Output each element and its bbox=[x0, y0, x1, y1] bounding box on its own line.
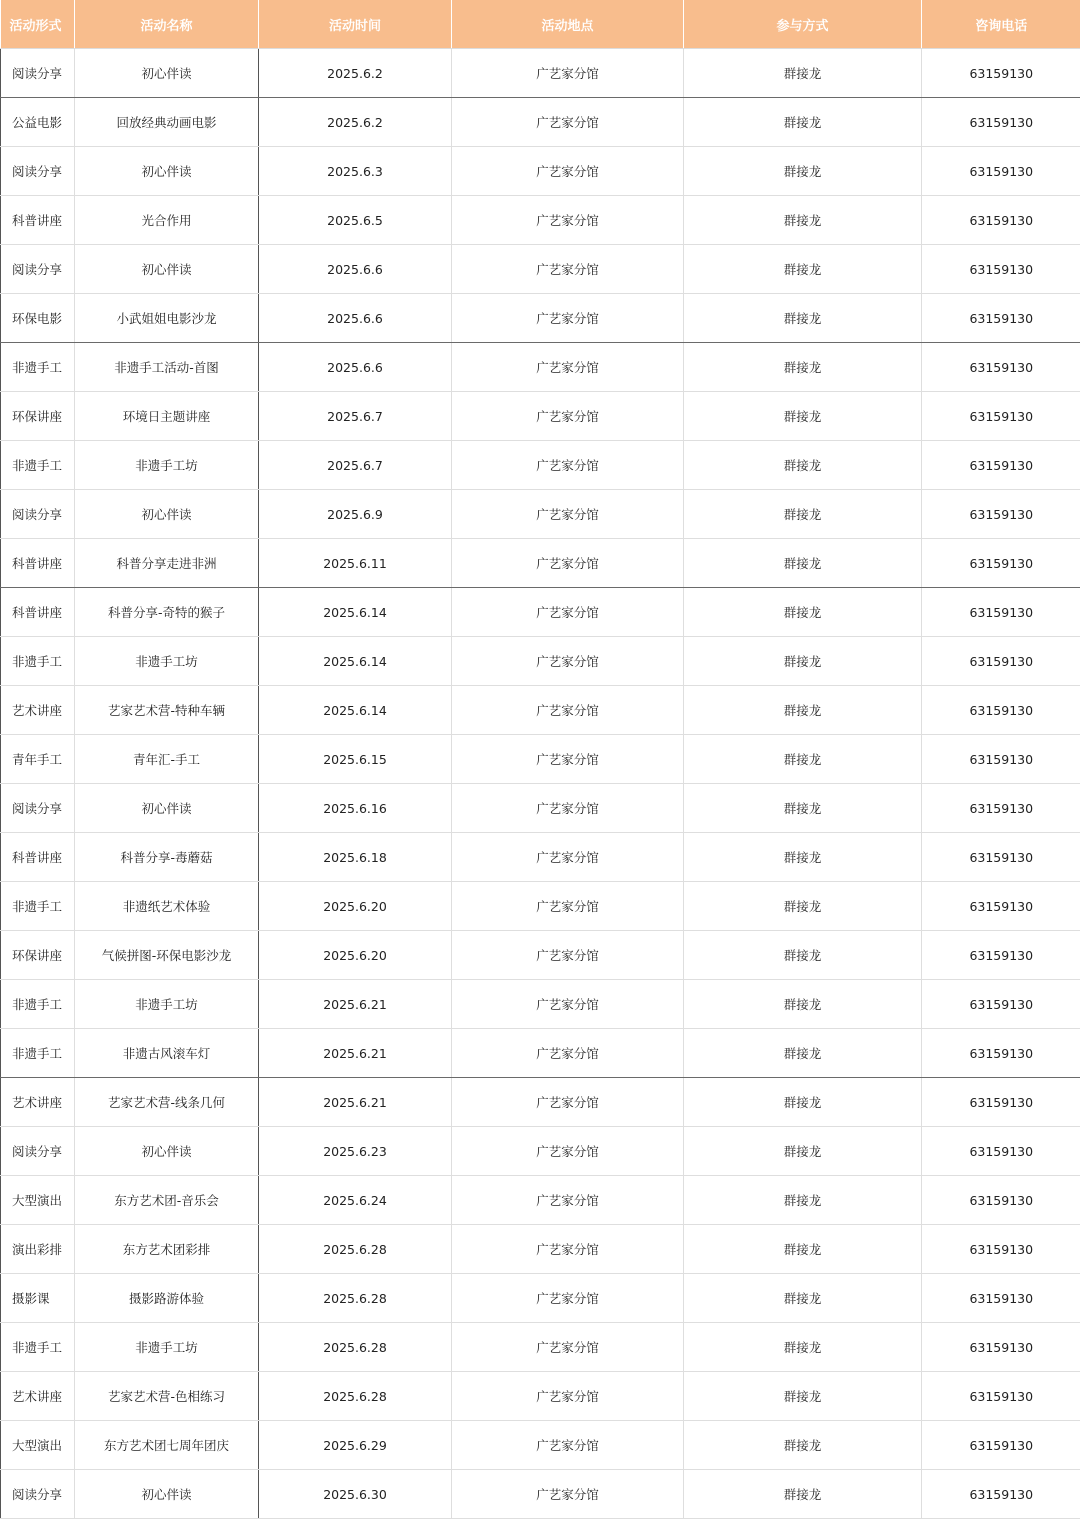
table-row bbox=[1, 637, 1080, 686]
cell-activity-time: 2025.6.14 bbox=[259, 686, 452, 735]
table-row bbox=[1, 343, 1080, 392]
cell-activity-name: 初心伴读 bbox=[75, 490, 259, 539]
cell-activity-venue: 广艺家分馆 bbox=[452, 196, 684, 245]
cell-contact-phone: 63159130 bbox=[922, 980, 1080, 1029]
cell-activity-name: 初心伴读 bbox=[75, 147, 259, 196]
cell-activity-type: 公益电影 bbox=[1, 98, 75, 147]
cell-activity-venue: 广艺家分馆 bbox=[452, 539, 684, 588]
cell-activity-name: 东方艺术团七周年团庆 bbox=[75, 1421, 259, 1470]
cell-activity-time: 2025.6.23 bbox=[259, 1127, 452, 1176]
table-header bbox=[1, 0, 1080, 49]
cell-activity-name: 初心伴读 bbox=[75, 1127, 259, 1176]
cell-activity-venue: 广艺家分馆 bbox=[452, 784, 684, 833]
cell-activity-name: 初心伴读 bbox=[75, 49, 259, 98]
cell-activity-time: 2025.6.6 bbox=[259, 245, 452, 294]
cell-activity-name: 回放经典动画电影 bbox=[75, 98, 259, 147]
cell-activity-name: 艺家艺术营-线条几何 bbox=[75, 1078, 259, 1127]
cell-activity-type: 环保讲座 bbox=[1, 931, 75, 980]
cell-activity-name: 初心伴读 bbox=[75, 1470, 259, 1519]
header-activity-venue: 活动地点 bbox=[452, 0, 684, 49]
cell-activity-type: 非遗手工 bbox=[1, 980, 75, 1029]
cell-participation-method: 群接龙 bbox=[684, 490, 922, 539]
cell-participation-method: 群接龙 bbox=[684, 1470, 922, 1519]
table-row bbox=[1, 931, 1080, 980]
cell-activity-name: 非遗古风滚车灯 bbox=[75, 1029, 259, 1078]
cell-activity-name: 非遗手工坊 bbox=[75, 980, 259, 1029]
header-activity-name: 活动名称 bbox=[75, 0, 259, 49]
cell-activity-name: 非遗手工坊 bbox=[75, 441, 259, 490]
table-row bbox=[1, 686, 1080, 735]
cell-contact-phone: 63159130 bbox=[922, 1470, 1080, 1519]
cell-contact-phone: 63159130 bbox=[922, 931, 1080, 980]
cell-activity-venue: 广艺家分馆 bbox=[452, 490, 684, 539]
cell-activity-type: 科普讲座 bbox=[1, 588, 75, 637]
cell-participation-method: 群接龙 bbox=[684, 1127, 922, 1176]
cell-activity-name: 东方艺术团-音乐会 bbox=[75, 1176, 259, 1225]
cell-activity-time: 2025.6.11 bbox=[259, 539, 452, 588]
cell-participation-method: 群接龙 bbox=[684, 1323, 922, 1372]
cell-participation-method: 群接龙 bbox=[684, 1176, 922, 1225]
cell-contact-phone: 63159130 bbox=[922, 1372, 1080, 1421]
table-row bbox=[1, 1323, 1080, 1372]
cell-activity-venue: 广艺家分馆 bbox=[452, 1470, 684, 1519]
cell-activity-time: 2025.6.20 bbox=[259, 882, 452, 931]
cell-activity-type: 艺术讲座 bbox=[1, 1372, 75, 1421]
cell-contact-phone: 63159130 bbox=[922, 1421, 1080, 1470]
cell-participation-method: 群接龙 bbox=[684, 147, 922, 196]
header-activity-time: 活动时间 bbox=[259, 0, 452, 49]
cell-contact-phone: 63159130 bbox=[922, 539, 1080, 588]
cell-activity-type: 大型演出 bbox=[1, 1176, 75, 1225]
table-row bbox=[1, 49, 1080, 98]
cell-contact-phone: 63159130 bbox=[922, 98, 1080, 147]
cell-activity-name: 环境日主题讲座 bbox=[75, 392, 259, 441]
table-row bbox=[1, 735, 1080, 784]
cell-activity-time: 2025.6.14 bbox=[259, 588, 452, 637]
cell-contact-phone: 63159130 bbox=[922, 490, 1080, 539]
table-row bbox=[1, 539, 1080, 588]
cell-activity-time: 2025.6.29 bbox=[259, 1421, 452, 1470]
cell-contact-phone: 63159130 bbox=[922, 1029, 1080, 1078]
cell-activity-type: 阅读分享 bbox=[1, 490, 75, 539]
cell-activity-name: 非遗手工活动-首图 bbox=[75, 343, 259, 392]
cell-participation-method: 群接龙 bbox=[684, 294, 922, 343]
cell-activity-venue: 广艺家分馆 bbox=[452, 392, 684, 441]
table-body bbox=[1, 49, 1080, 1519]
cell-activity-name: 光合作用 bbox=[75, 196, 259, 245]
table-row bbox=[1, 98, 1080, 147]
cell-contact-phone: 63159130 bbox=[922, 1225, 1080, 1274]
table-row bbox=[1, 784, 1080, 833]
cell-activity-venue: 广艺家分馆 bbox=[452, 343, 684, 392]
cell-activity-venue: 广艺家分馆 bbox=[452, 735, 684, 784]
cell-activity-venue: 广艺家分馆 bbox=[452, 147, 684, 196]
cell-activity-type: 环保电影 bbox=[1, 294, 75, 343]
cell-activity-name: 青年汇-手工 bbox=[75, 735, 259, 784]
cell-participation-method: 群接龙 bbox=[684, 1078, 922, 1127]
cell-activity-venue: 广艺家分馆 bbox=[452, 980, 684, 1029]
cell-activity-name: 非遗纸艺术体验 bbox=[75, 882, 259, 931]
cell-activity-venue: 广艺家分馆 bbox=[452, 931, 684, 980]
cell-activity-type: 非遗手工 bbox=[1, 882, 75, 931]
header-contact-phone: 咨询电话 bbox=[922, 0, 1080, 49]
table-row bbox=[1, 441, 1080, 490]
cell-activity-name: 艺家艺术营-特种车辆 bbox=[75, 686, 259, 735]
cell-activity-venue: 广艺家分馆 bbox=[452, 1274, 684, 1323]
cell-participation-method: 群接龙 bbox=[684, 588, 922, 637]
cell-activity-type: 大型演出 bbox=[1, 1421, 75, 1470]
cell-activity-venue: 广艺家分馆 bbox=[452, 1372, 684, 1421]
cell-contact-phone: 63159130 bbox=[922, 588, 1080, 637]
cell-activity-time: 2025.6.6 bbox=[259, 294, 452, 343]
cell-contact-phone: 63159130 bbox=[922, 882, 1080, 931]
cell-activity-time: 2025.6.21 bbox=[259, 1078, 452, 1127]
cell-contact-phone: 63159130 bbox=[922, 392, 1080, 441]
cell-activity-time: 2025.6.21 bbox=[259, 1029, 452, 1078]
cell-activity-venue: 广艺家分馆 bbox=[452, 1225, 684, 1274]
cell-participation-method: 群接龙 bbox=[684, 637, 922, 686]
table-row bbox=[1, 1176, 1080, 1225]
cell-activity-time: 2025.6.7 bbox=[259, 441, 452, 490]
cell-participation-method: 群接龙 bbox=[684, 539, 922, 588]
cell-participation-method: 群接龙 bbox=[684, 980, 922, 1029]
cell-activity-type: 阅读分享 bbox=[1, 245, 75, 294]
cell-activity-name: 非遗手工坊 bbox=[75, 1323, 259, 1372]
cell-participation-method: 群接龙 bbox=[684, 1225, 922, 1274]
table-row bbox=[1, 588, 1080, 637]
cell-activity-time: 2025.6.6 bbox=[259, 343, 452, 392]
cell-activity-name: 小武姐姐电影沙龙 bbox=[75, 294, 259, 343]
cell-participation-method: 群接龙 bbox=[684, 343, 922, 392]
table-row bbox=[1, 833, 1080, 882]
cell-activity-time: 2025.6.7 bbox=[259, 392, 452, 441]
cell-activity-time: 2025.6.2 bbox=[259, 49, 452, 98]
cell-activity-time: 2025.6.28 bbox=[259, 1323, 452, 1372]
cell-participation-method: 群接龙 bbox=[684, 98, 922, 147]
header-participation-method: 参与方式 bbox=[684, 0, 922, 49]
cell-activity-time: 2025.6.20 bbox=[259, 931, 452, 980]
cell-activity-type: 非遗手工 bbox=[1, 1029, 75, 1078]
cell-contact-phone: 63159130 bbox=[922, 196, 1080, 245]
cell-activity-time: 2025.6.3 bbox=[259, 147, 452, 196]
cell-contact-phone: 63159130 bbox=[922, 49, 1080, 98]
cell-activity-type: 环保讲座 bbox=[1, 392, 75, 441]
cell-activity-time: 2025.6.18 bbox=[259, 833, 452, 882]
header-activity-type: 活动形式 bbox=[1, 0, 75, 49]
cell-activity-time: 2025.6.28 bbox=[259, 1372, 452, 1421]
cell-participation-method: 群接龙 bbox=[684, 686, 922, 735]
cell-contact-phone: 63159130 bbox=[922, 686, 1080, 735]
cell-activity-name: 科普分享-奇特的猴子 bbox=[75, 588, 259, 637]
cell-activity-name: 初心伴读 bbox=[75, 784, 259, 833]
cell-activity-venue: 广艺家分馆 bbox=[452, 98, 684, 147]
cell-activity-type: 青年手工 bbox=[1, 735, 75, 784]
table-row bbox=[1, 980, 1080, 1029]
cell-activity-name: 初心伴读 bbox=[75, 245, 259, 294]
cell-activity-type: 摄影课 bbox=[1, 1274, 75, 1323]
cell-activity-name: 艺家艺术营-色相练习 bbox=[75, 1372, 259, 1421]
cell-activity-venue: 广艺家分馆 bbox=[452, 686, 684, 735]
table-row bbox=[1, 1078, 1080, 1127]
cell-activity-type: 阅读分享 bbox=[1, 1470, 75, 1519]
cell-activity-type: 非遗手工 bbox=[1, 343, 75, 392]
cell-contact-phone: 63159130 bbox=[922, 1176, 1080, 1225]
cell-participation-method: 群接龙 bbox=[684, 1372, 922, 1421]
cell-activity-time: 2025.6.28 bbox=[259, 1274, 452, 1323]
cell-activity-type: 科普讲座 bbox=[1, 196, 75, 245]
cell-activity-type: 演出彩排 bbox=[1, 1225, 75, 1274]
cell-participation-method: 群接龙 bbox=[684, 196, 922, 245]
cell-activity-type: 科普讲座 bbox=[1, 539, 75, 588]
cell-activity-venue: 广艺家分馆 bbox=[452, 1323, 684, 1372]
cell-activity-type: 阅读分享 bbox=[1, 1127, 75, 1176]
cell-activity-type: 阅读分享 bbox=[1, 147, 75, 196]
cell-participation-method: 群接龙 bbox=[684, 882, 922, 931]
cell-activity-type: 非遗手工 bbox=[1, 1323, 75, 1372]
cell-participation-method: 群接龙 bbox=[684, 392, 922, 441]
cell-activity-name: 科普分享走进非洲 bbox=[75, 539, 259, 588]
table-row bbox=[1, 196, 1080, 245]
cell-activity-venue: 广艺家分馆 bbox=[452, 833, 684, 882]
cell-activity-type: 科普讲座 bbox=[1, 833, 75, 882]
cell-activity-venue: 广艺家分馆 bbox=[452, 294, 684, 343]
cell-activity-type: 阅读分享 bbox=[1, 49, 75, 98]
cell-contact-phone: 63159130 bbox=[922, 1274, 1080, 1323]
cell-activity-time: 2025.6.15 bbox=[259, 735, 452, 784]
cell-activity-type: 阅读分享 bbox=[1, 784, 75, 833]
cell-activity-time: 2025.6.16 bbox=[259, 784, 452, 833]
cell-activity-name: 气候拼图-环保电影沙龙 bbox=[75, 931, 259, 980]
cell-activity-name: 非遗手工坊 bbox=[75, 637, 259, 686]
cell-contact-phone: 63159130 bbox=[922, 1323, 1080, 1372]
cell-contact-phone: 63159130 bbox=[922, 441, 1080, 490]
cell-activity-venue: 广艺家分馆 bbox=[452, 1127, 684, 1176]
cell-participation-method: 群接龙 bbox=[684, 784, 922, 833]
cell-activity-venue: 广艺家分馆 bbox=[452, 1078, 684, 1127]
cell-participation-method: 群接龙 bbox=[684, 1029, 922, 1078]
table-row bbox=[1, 882, 1080, 931]
cell-activity-time: 2025.6.28 bbox=[259, 1225, 452, 1274]
cell-activity-time: 2025.6.9 bbox=[259, 490, 452, 539]
cell-activity-time: 2025.6.21 bbox=[259, 980, 452, 1029]
cell-activity-venue: 广艺家分馆 bbox=[452, 637, 684, 686]
cell-activity-type: 艺术讲座 bbox=[1, 1078, 75, 1127]
cell-contact-phone: 63159130 bbox=[922, 343, 1080, 392]
cell-participation-method: 群接龙 bbox=[684, 245, 922, 294]
cell-participation-method: 群接龙 bbox=[684, 1421, 922, 1470]
cell-activity-type: 非遗手工 bbox=[1, 441, 75, 490]
table-row bbox=[1, 392, 1080, 441]
table-row bbox=[1, 1127, 1080, 1176]
cell-activity-venue: 广艺家分馆 bbox=[452, 588, 684, 637]
cell-activity-time: 2025.6.30 bbox=[259, 1470, 452, 1519]
table-row bbox=[1, 147, 1080, 196]
table-row bbox=[1, 1421, 1080, 1470]
cell-participation-method: 群接龙 bbox=[684, 833, 922, 882]
cell-contact-phone: 63159130 bbox=[922, 1127, 1080, 1176]
table-row bbox=[1, 1029, 1080, 1078]
table-row bbox=[1, 245, 1080, 294]
cell-participation-method: 群接龙 bbox=[684, 735, 922, 784]
cell-activity-name: 科普分享-毒蘑菇 bbox=[75, 833, 259, 882]
cell-activity-time: 2025.6.5 bbox=[259, 196, 452, 245]
cell-activity-venue: 广艺家分馆 bbox=[452, 1176, 684, 1225]
cell-contact-phone: 63159130 bbox=[922, 637, 1080, 686]
cell-contact-phone: 63159130 bbox=[922, 294, 1080, 343]
cell-activity-name: 摄影路游体验 bbox=[75, 1274, 259, 1323]
cell-activity-type: 艺术讲座 bbox=[1, 686, 75, 735]
cell-activity-type: 非遗手工 bbox=[1, 637, 75, 686]
cell-activity-venue: 广艺家分馆 bbox=[452, 441, 684, 490]
cell-activity-time: 2025.6.2 bbox=[259, 98, 452, 147]
table-row bbox=[1, 294, 1080, 343]
table-row bbox=[1, 1225, 1080, 1274]
cell-contact-phone: 63159130 bbox=[922, 1078, 1080, 1127]
table-row bbox=[1, 490, 1080, 539]
cell-participation-method: 群接龙 bbox=[684, 441, 922, 490]
cell-participation-method: 群接龙 bbox=[684, 49, 922, 98]
cell-activity-time: 2025.6.24 bbox=[259, 1176, 452, 1225]
cell-participation-method: 群接龙 bbox=[684, 1274, 922, 1323]
cell-activity-name: 东方艺术团彩排 bbox=[75, 1225, 259, 1274]
cell-contact-phone: 63159130 bbox=[922, 245, 1080, 294]
table-row bbox=[1, 1274, 1080, 1323]
cell-activity-venue: 广艺家分馆 bbox=[452, 882, 684, 931]
cell-activity-venue: 广艺家分馆 bbox=[452, 1421, 684, 1470]
cell-activity-time: 2025.6.14 bbox=[259, 637, 452, 686]
cell-contact-phone: 63159130 bbox=[922, 784, 1080, 833]
table-row bbox=[1, 1470, 1080, 1519]
cell-participation-method: 群接龙 bbox=[684, 931, 922, 980]
cell-contact-phone: 63159130 bbox=[922, 735, 1080, 784]
cell-contact-phone: 63159130 bbox=[922, 147, 1080, 196]
header-row bbox=[1, 0, 1080, 49]
cell-activity-venue: 广艺家分馆 bbox=[452, 245, 684, 294]
cell-contact-phone: 63159130 bbox=[922, 833, 1080, 882]
table-row bbox=[1, 1372, 1080, 1421]
cell-activity-venue: 广艺家分馆 bbox=[452, 49, 684, 98]
cell-activity-venue: 广艺家分馆 bbox=[452, 1029, 684, 1078]
